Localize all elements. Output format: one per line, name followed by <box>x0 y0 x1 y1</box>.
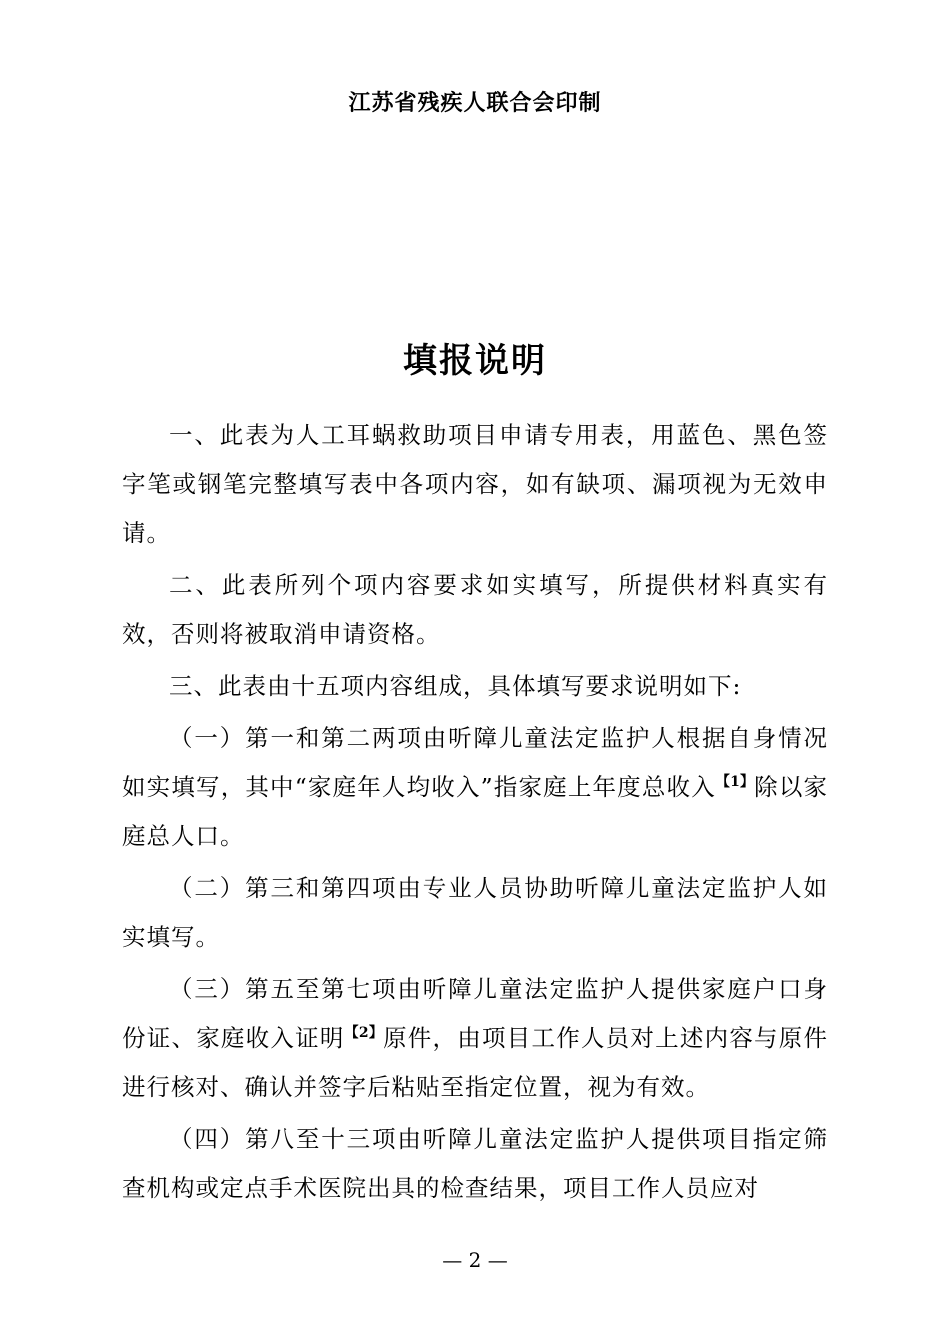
paragraph-1: 一、此表为人工耳蜗救助项目申请专用表，用蓝色、黑色签字笔或钢笔完整填写表中各项内容，如有缺项、漏项视为无效申请。 <box>122 421 828 547</box>
paragraph-4-text-a: （一）第一和第二两项由听障儿童法定监护人根据自身情况如实填写，其中“家庭年人均收入”指家庭上年度总收入 <box>122 724 828 801</box>
paragraph-7: （四）第八至十三项由听障儿童法定监护人提供项目指定筛查机构或定点手术医院出具的检查结果，项目工作人员应对 <box>122 1125 828 1202</box>
footnote-marker-1: 【1】 <box>715 774 755 790</box>
paragraph-6 <box>122 965 828 1112</box>
paragraph-2: 二、此表所列个项内容要求如实填写，所提供材料真实有效，否则将被取消申请资格。 <box>122 571 828 648</box>
document-title: 填报说明 <box>403 341 547 381</box>
paragraph-6-text-a: （三）第五至第七项由听障儿童法定监护人提供家庭户口身份证、家庭收入证明 <box>122 975 828 1052</box>
publisher-line: 江苏省残疾人联合会印制 <box>348 91 602 116</box>
paragraph-3: 三、此表由十五项内容组成，具体填写要求说明如下: <box>169 672 742 700</box>
paragraph-6-text-b: 原件，由项目工作人员对上述内容与原件进行核对、确认并签字后粘贴至指定位置，视为有效。 <box>122 1024 829 1101</box>
paragraph-5: （二）第三和第四项由专业人员协助听障儿童法定监护人如实填写。 <box>122 874 828 951</box>
page-number: — 2 — <box>442 1248 508 1272</box>
paragraph-4-text-b: 除以家庭总人口。 <box>122 773 829 850</box>
paragraph-4 <box>122 714 828 861</box>
instructions-body <box>122 411 828 1213</box>
footnote-marker-2: 【2】 <box>344 1025 384 1041</box>
